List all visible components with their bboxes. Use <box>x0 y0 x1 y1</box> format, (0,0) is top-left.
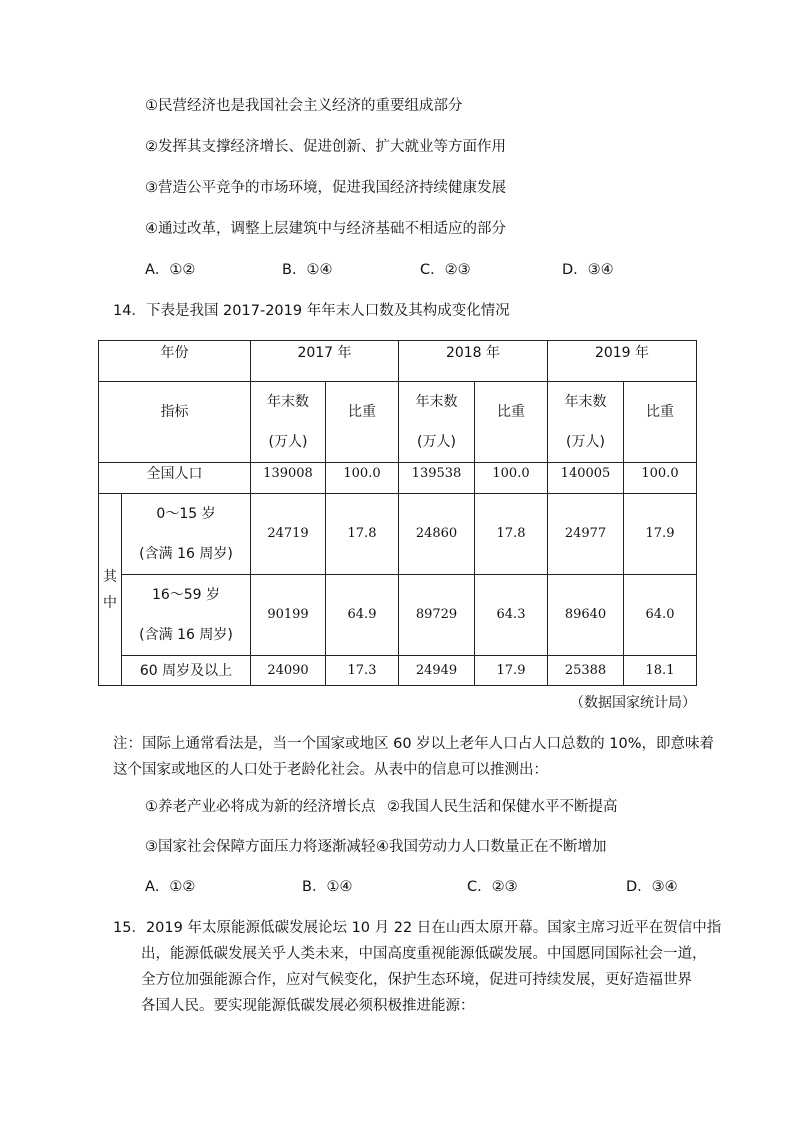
share-header-2017: 比重 <box>326 382 399 463</box>
q13-choice-c[interactable]: C．②③ <box>420 262 471 278</box>
note-line-1: 注：国际上通常看法是，当一个国家或地区 60 岁以上老年人口占人口总数的 10%，即意味着 <box>113 736 715 752</box>
row-label-total: 全国人口 <box>99 463 251 494</box>
q14-choice-b[interactable]: B．①④ <box>302 879 353 895</box>
q13-statement-2: ②发挥其支撑经济增长、促进创新、扩大就业等方面作用 <box>145 139 506 155</box>
row-label-age-60-plus: 60 周岁及以上 <box>122 656 251 686</box>
cell-age-0-15-2018-share: 17.8 <box>475 494 548 575</box>
cell-age-0-15-2019-share: 17.9 <box>624 494 697 575</box>
cell-age-0-15-2019-count: 24977 <box>548 494 624 575</box>
row-label-age-0-15: 0～15 岁 (含满 16 周岁) <box>122 494 251 575</box>
population-table <box>98 340 697 686</box>
cell-age-16-59-2017-count: 90199 <box>251 575 326 656</box>
table-row-total <box>99 463 697 494</box>
table-row-subheader <box>99 382 697 463</box>
q14-statement-1: ①养老产业必将成为新的经济增长点 <box>145 799 376 815</box>
cell-age-60-plus-2017-count: 24090 <box>251 656 326 686</box>
cell-total-2018-count: 139538 <box>399 463 475 494</box>
q15-line-2: 出，能源低碳发展关乎人类未来，中国高度重视能源低碳发展。中国愿同国际社会一道， <box>141 946 707 962</box>
cell-age-16-59-2018-share: 64.3 <box>475 575 548 656</box>
q14-choice-a[interactable]: A．①② <box>145 879 196 895</box>
cell-age-0-15-2018-count: 24860 <box>399 494 475 575</box>
q15-line-3: 全方位加强能源合作，应对气候变化，保护生态环境，促进可持续发展，更好造福世界 <box>141 972 692 988</box>
cell-age-0-15-2017-share: 17.8 <box>326 494 399 575</box>
count-header-2018: 年末数 (万人) <box>399 382 475 463</box>
count-header-2019: 年末数 (万人) <box>548 382 624 463</box>
q14-statement-4: ④我国劳动力人口数量正在不断增加 <box>376 839 607 855</box>
share-header-2018: 比重 <box>475 382 548 463</box>
cell-total-2017-share: 100.0 <box>326 463 399 494</box>
cell-age-60-plus-2019-count: 25388 <box>548 656 624 686</box>
q14-choice-c[interactable]: C．②③ <box>467 879 518 895</box>
indicator-header: 指标 <box>99 382 251 463</box>
q13-choice-b[interactable]: B．①④ <box>282 262 333 278</box>
cell-age-60-plus-2017-share: 17.3 <box>326 656 399 686</box>
cell-age-16-59-2017-share: 64.9 <box>326 575 399 656</box>
year-2017: 2017 年 <box>251 341 399 382</box>
row-label-age-16-59: 16～59 岁 (含满 16 周岁) <box>122 575 251 656</box>
data-source: （数据国家统计局） <box>570 695 696 711</box>
cell-age-16-59-2019-count: 89640 <box>548 575 624 656</box>
cell-age-60-plus-2018-count: 24949 <box>399 656 475 686</box>
cell-total-2018-share: 100.0 <box>475 463 548 494</box>
q13-statement-1: ①民营经济也是我国社会主义经济的重要组成部分 <box>145 98 463 114</box>
q14-choice-d[interactable]: D．③④ <box>626 879 678 895</box>
cell-age-16-59-2019-share: 64.0 <box>624 575 697 656</box>
q13-statement-3: ③营造公平竞争的市场环境，促进我国经济持续健康发展 <box>145 180 506 196</box>
count-header-2017: 年末数 (万人) <box>251 382 326 463</box>
table-row-age-16-59 <box>99 575 697 656</box>
cell-total-2019-share: 100.0 <box>624 463 697 494</box>
share-header-2019: 比重 <box>624 382 697 463</box>
year-header: 年份 <box>99 341 251 382</box>
cell-age-16-59-2018-count: 89729 <box>399 575 475 656</box>
note-line-2: 这个国家或地区的人口处于老龄化社会。从表中的信息可以推测出： <box>113 762 548 778</box>
cell-age-0-15-2017-count: 24719 <box>251 494 326 575</box>
cell-age-60-plus-2018-share: 17.9 <box>475 656 548 686</box>
table-row-age-0-15 <box>99 494 697 575</box>
q14-statement-2: ②我国人民生活和保健水平不断提高 <box>387 799 618 815</box>
cell-total-2019-count: 140005 <box>548 463 624 494</box>
q14-title: 14．下表是我国 2017-2019 年年末人口数及其构成变化情况 <box>113 303 510 319</box>
q14-statement-3: ③国家社会保障方面压力将逐渐减轻 <box>145 839 376 855</box>
year-2018: 2018 年 <box>399 341 548 382</box>
q13-choice-a[interactable]: A．①② <box>145 262 196 278</box>
q13-statement-4: ④通过改革，调整上层建筑中与经济基础不相适应的部分 <box>145 221 506 237</box>
q15-line-1: 15．2019 年太原能源低碳发展论坛 10 月 22 日在山西太原开幕。国家主席习近平在贺信中指 <box>113 920 722 936</box>
cell-age-60-plus-2019-share: 18.1 <box>624 656 697 686</box>
year-2019: 2019 年 <box>548 341 697 382</box>
table-row-age-60-plus <box>99 656 697 686</box>
table-row-years <box>99 341 697 382</box>
q15-line-4: 各国人民。要实现能源低碳发展必须积极推进能源： <box>141 998 475 1014</box>
group-label: 其 中 <box>99 494 122 686</box>
q13-choice-d[interactable]: D．③④ <box>562 262 614 278</box>
cell-total-2017-count: 139008 <box>251 463 326 494</box>
